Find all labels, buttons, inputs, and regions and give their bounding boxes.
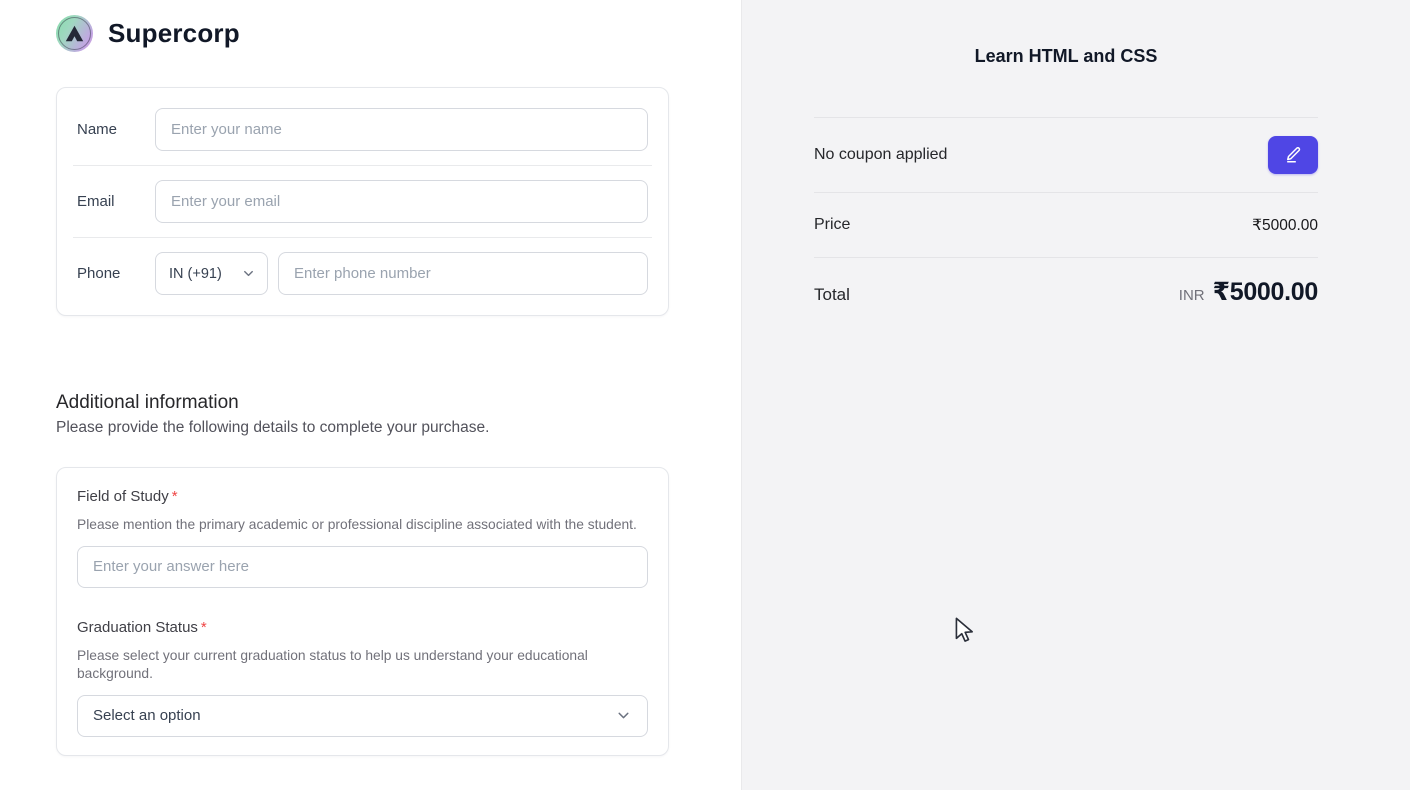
required-asterisk: * xyxy=(171,488,178,505)
field-of-study-input[interactable] xyxy=(77,546,648,588)
email-row xyxy=(77,180,648,223)
chevron-down-icon xyxy=(241,266,256,281)
total-row xyxy=(814,258,1318,307)
field-of-study-description: Please mention the primary academic or professional discipline associated with the student. xyxy=(77,517,637,532)
brand-logo-icon xyxy=(56,15,93,52)
graduation-status-label xyxy=(77,619,648,636)
total-amount xyxy=(1179,277,1318,307)
name-input[interactable] xyxy=(155,108,648,151)
name-label: Name xyxy=(77,121,118,138)
coupon-status: No coupon applied xyxy=(814,146,948,163)
brand-name: Supercorp xyxy=(108,18,240,48)
graduation-status-description: Please select your current graduation status to help us understand your educational background. xyxy=(77,647,588,681)
field-label-text: Field of Study xyxy=(77,488,169,505)
order-summary-panel xyxy=(741,0,1410,790)
mountain-logo-glyph xyxy=(65,25,84,42)
total-currency: INR xyxy=(1178,287,1205,304)
field-label-text: Graduation Status xyxy=(77,618,198,636)
phone-label: Phone xyxy=(77,265,121,282)
email-input[interactable] xyxy=(155,180,648,223)
product-title: Learn HTML and CSS xyxy=(974,46,1158,66)
graduation-status-select[interactable] xyxy=(77,695,648,737)
pencil-edit-icon xyxy=(1284,146,1302,164)
required-asterisk: * xyxy=(200,618,207,636)
coupon-row xyxy=(814,118,1318,192)
additional-info-title: Additional information xyxy=(56,392,239,413)
additional-info-subtitle: Please provide the following details to complete your purchase. xyxy=(56,419,490,436)
name-row xyxy=(77,108,648,151)
price-row xyxy=(814,193,1318,257)
graduation-status-group xyxy=(77,619,648,737)
edit-coupon-button[interactable] xyxy=(1268,136,1318,174)
email-label: Email xyxy=(77,193,115,210)
field-of-study-group xyxy=(77,488,648,588)
graduation-status-value: Select an option xyxy=(93,707,201,725)
additional-info-header xyxy=(56,392,669,437)
chevron-down-icon xyxy=(615,707,632,724)
contact-card xyxy=(56,87,669,316)
phone-row xyxy=(77,252,648,295)
price-label: Price xyxy=(814,216,851,233)
additional-info-card xyxy=(56,467,669,756)
brand-header xyxy=(56,15,669,52)
divider xyxy=(73,237,652,238)
total-value: ₹5000.00 xyxy=(1212,278,1318,306)
divider xyxy=(73,165,652,166)
total-label: Total xyxy=(814,285,850,304)
price-value: ₹5000.00 xyxy=(1252,216,1318,234)
field-of-study-label xyxy=(77,488,648,505)
country-code-value: IN (+91) xyxy=(169,265,222,282)
country-code-select[interactable] xyxy=(155,252,268,295)
phone-input[interactable] xyxy=(278,252,648,295)
